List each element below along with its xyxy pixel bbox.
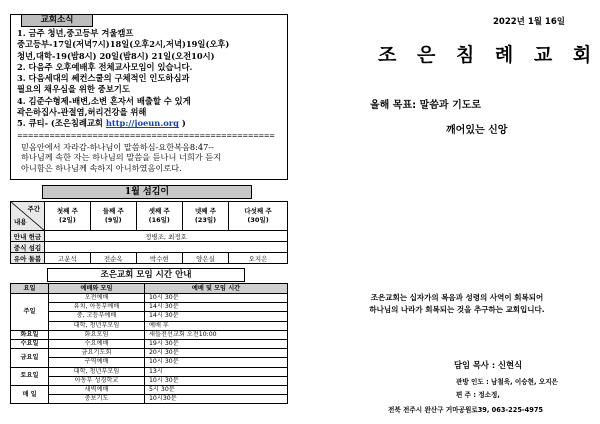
table-row bbox=[11, 395, 288, 404]
meeting-name: 오전예배 bbox=[49, 294, 145, 303]
meeting-name: 대학, 청년부모임 bbox=[49, 321, 145, 330]
qt-prefix: 5. 큐티- (조은침례교회 bbox=[17, 118, 106, 129]
meeting-name: 수요예배 bbox=[49, 339, 145, 348]
day-cell: 토요일 bbox=[11, 367, 49, 385]
pastor-name: 담임 목사 : 신현식 bbox=[454, 360, 523, 370]
table-row bbox=[11, 367, 288, 376]
church-name: 조 은 침 례 교 회 bbox=[378, 44, 599, 66]
table-cell: 전순옥 bbox=[90, 253, 136, 264]
day-cell: 화요일 bbox=[11, 330, 49, 339]
notice-item: 필요의 채우심을 위한 중보기도 bbox=[17, 84, 130, 95]
qt-suffix: ) bbox=[178, 118, 186, 129]
meeting-name: 중, 고등부예배 bbox=[49, 312, 145, 321]
notice-item: 3. 다음세대의 쎄컨스쿨의 구체적인 인도하심과 bbox=[17, 73, 190, 84]
merged-cell bbox=[45, 242, 288, 253]
table-row bbox=[11, 376, 288, 385]
table-row bbox=[11, 385, 288, 394]
day-cell: 주일 bbox=[11, 294, 49, 331]
meeting-name: 금요기도회 bbox=[49, 349, 145, 358]
meeting-time: 14시 30분 bbox=[145, 312, 288, 321]
church-address: 전북 전주시 완산구 거마공원로39, 063-225-4975 bbox=[388, 406, 544, 414]
meeting-time: 새들전선교회 오전10:00 bbox=[145, 330, 288, 339]
schedule-header: 예배 및 모임 시간 bbox=[145, 284, 288, 294]
year-theme-line2: 깨어있는 신앙 bbox=[446, 125, 508, 136]
corner-week-label: 주간 bbox=[27, 205, 40, 213]
mission-line: 하나님의 나라가 회복되는 것을 추구하는 교회입니다. bbox=[369, 305, 545, 314]
meeting-name: 구역예배 bbox=[49, 358, 145, 367]
church-website-link[interactable]: http://joeun.org bbox=[105, 118, 179, 129]
notice-item: 4. 김준수형제-배변,소변 혼자서 배출할 수 있게 bbox=[17, 95, 191, 106]
day-cell: 매 일 bbox=[11, 385, 49, 403]
week-header: 넷째 주 (23일) bbox=[182, 202, 228, 231]
meeting-time: 19시 30분 bbox=[145, 339, 288, 348]
notices-title: 교회소식 bbox=[21, 14, 93, 27]
table-row bbox=[11, 303, 288, 312]
verse-line: 믿음안에서 자라감-하나님이 말씀하심-요한복음8:47-- bbox=[21, 141, 214, 152]
notice-item: 청년,대학-19(밤8시) 20일(밤8시) 21일(오전10시) bbox=[17, 50, 215, 61]
table-cell: 오지은 bbox=[229, 253, 288, 264]
week-header: 다섯째 주 (30일) bbox=[229, 202, 288, 231]
meeting-time: 14시 30분 bbox=[145, 303, 288, 312]
schedule-table bbox=[10, 283, 288, 404]
editor-line: 편 주 : 정소정, bbox=[456, 391, 500, 399]
meeting-name: 대학, 청년부모임 bbox=[49, 367, 145, 376]
servers-title: 1월 섬김이 bbox=[42, 185, 252, 199]
notice-item: 2. 다음주 오후예배후 전체교사모임이 있습니다. bbox=[17, 61, 193, 72]
week-header: 첫째 주 (2일) bbox=[45, 202, 91, 231]
verse-line: 하나님께 속한 자는 하나님의 말씀을 듣나니 너희가 듣지 bbox=[21, 152, 222, 163]
meeting-name: 화요모임 bbox=[49, 330, 145, 339]
year-theme-line1: 올해 목표: 말씀과 기도로 bbox=[370, 100, 482, 111]
meeting-name: 중보기도 bbox=[49, 395, 145, 404]
meeting-name: 아동부 성경학교 bbox=[49, 376, 145, 385]
table-row bbox=[11, 349, 288, 358]
row-label: 안내 헌금 bbox=[11, 231, 45, 242]
meeting-name: 새벽예배 bbox=[49, 385, 145, 394]
meeting-name: 유치, 아동부예배 bbox=[49, 303, 145, 312]
corner-content-label: 내용 bbox=[14, 218, 27, 226]
table-row bbox=[11, 321, 288, 330]
day-cell: 금요일 bbox=[11, 349, 49, 367]
table-cell: 양은실 bbox=[182, 253, 228, 264]
mission-line: 조은교회는 십자가의 복음과 성령의 사역이 회복되어 bbox=[370, 293, 544, 302]
table-row bbox=[11, 253, 288, 264]
row-label: 중식 섬김 bbox=[11, 242, 45, 253]
notice-item: 1. 금주 청년,중고등부 겨울캠프 bbox=[17, 28, 134, 38]
notice-item: 중고등부-17일(저녁7시)18일(오후2시,저녁)19일(오후) bbox=[17, 39, 230, 50]
meeting-time: 10시 30분 bbox=[145, 376, 288, 385]
merged-cell: 정병조, 최정호 bbox=[45, 231, 288, 242]
divider-line: ================================================ bbox=[17, 131, 275, 140]
table-row bbox=[11, 294, 288, 303]
table-cell: 박수현 bbox=[136, 253, 182, 264]
notice-item-qt bbox=[17, 118, 281, 129]
table-row bbox=[11, 358, 288, 367]
meeting-time: 10시30분 bbox=[145, 395, 288, 404]
table-row bbox=[11, 231, 288, 242]
meeting-time: 13시 bbox=[145, 367, 288, 376]
meeting-time: 20시 30분 bbox=[145, 349, 288, 358]
day-cell: 수요일 bbox=[11, 339, 49, 348]
table-row bbox=[11, 242, 288, 253]
servers-corner-cell bbox=[11, 202, 45, 231]
verse-line: 아니함은 하나님께 속하지 아니하였음이로다. bbox=[21, 162, 182, 173]
schedule-header: 예배와 모임 bbox=[49, 284, 145, 294]
table-row bbox=[11, 330, 288, 339]
schedule-title: 조은교회 모임 시간 안내 bbox=[47, 268, 245, 282]
row-label: 유아 돌봄 bbox=[11, 253, 45, 264]
meeting-time: 10시 30분 bbox=[145, 294, 288, 303]
notice-item: 곽은하집사-관절염,허리건강을 위해 bbox=[17, 107, 147, 118]
meeting-time: 5시 30분 bbox=[145, 385, 288, 394]
meeting-time: 10시 30분 bbox=[145, 358, 288, 367]
meeting-time: 예배 후 bbox=[145, 321, 288, 330]
notices-box bbox=[10, 14, 288, 180]
mission-statement bbox=[322, 292, 592, 316]
elders-line: 관방 인도 : 남철욱, 이승현, 오지은 bbox=[456, 378, 558, 386]
week-header: 셋째 주 (16일) bbox=[136, 202, 182, 231]
table-cell: 고운석 bbox=[45, 253, 91, 264]
table-row bbox=[11, 312, 288, 321]
table-row bbox=[11, 339, 288, 348]
schedule-header: 요일 bbox=[11, 284, 49, 294]
bulletin-date: 2022년 1월 16일 bbox=[493, 17, 565, 27]
servers-table bbox=[10, 201, 288, 264]
notices-list bbox=[17, 28, 281, 130]
week-header: 둘째 주 (9일) bbox=[90, 202, 136, 231]
